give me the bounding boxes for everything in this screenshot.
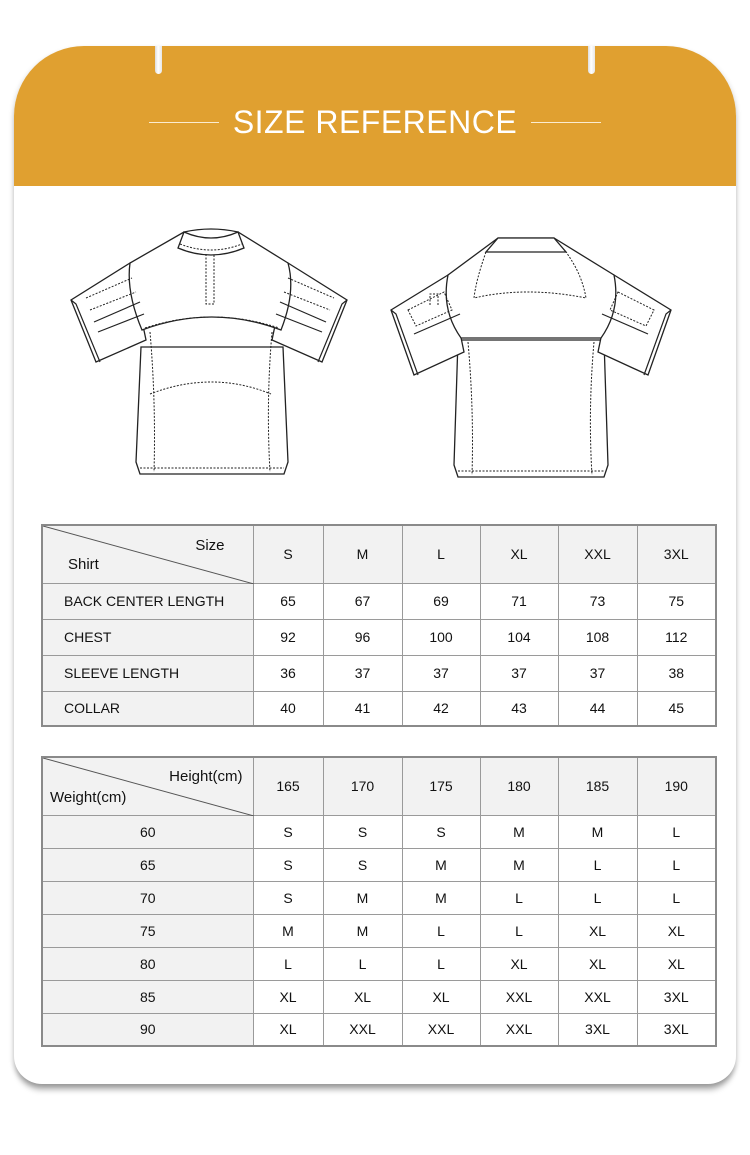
- table-cell: XL: [558, 947, 637, 980]
- table-cell: M: [402, 881, 480, 914]
- table-cell: 96: [323, 619, 402, 655]
- table-cell: 44: [558, 691, 637, 726]
- measurement-label: BACK CENTER LENGTH: [42, 583, 253, 619]
- weight-label: 75: [42, 914, 253, 947]
- table-cell: L: [402, 947, 480, 980]
- table-cell: XL: [480, 947, 558, 980]
- weight-label: 60: [42, 815, 253, 848]
- table-row: [42, 881, 716, 914]
- table-row: [42, 815, 716, 848]
- table-row: [42, 914, 716, 947]
- table-cell: S: [253, 815, 323, 848]
- table-cell: XL: [253, 1013, 323, 1046]
- height-column-header: 190: [637, 757, 716, 815]
- table-cell: L: [637, 881, 716, 914]
- height-axis-label: Height(cm): [169, 768, 243, 785]
- weight-label: 90: [42, 1013, 253, 1046]
- table-cell: XXL: [323, 1013, 402, 1046]
- size-column-header: XL: [480, 525, 558, 583]
- binder-tab-right: [588, 46, 595, 74]
- size-chart-header-row: [42, 525, 716, 583]
- table-cell: 37: [480, 655, 558, 691]
- table-cell: L: [480, 881, 558, 914]
- size-column-header: 3XL: [637, 525, 716, 583]
- size-column-header: M: [323, 525, 402, 583]
- table-cell: 92: [253, 619, 323, 655]
- table-row: [42, 619, 716, 655]
- table-cell: XXL: [480, 1013, 558, 1046]
- binder-tab-left: [155, 46, 162, 74]
- height-column-header: 180: [480, 757, 558, 815]
- table-row: [42, 848, 716, 881]
- table-cell: XL: [558, 914, 637, 947]
- table-row: [42, 691, 716, 726]
- weight-axis-label: Weight(cm): [50, 788, 127, 806]
- table-cell: XL: [253, 980, 323, 1013]
- size-column-header: XXL: [558, 525, 637, 583]
- table-cell: 67: [323, 583, 402, 619]
- table-cell: XL: [402, 980, 480, 1013]
- table-cell: L: [253, 947, 323, 980]
- size-column-header: L: [402, 525, 480, 583]
- size-axis-label: Size: [195, 537, 225, 554]
- table-row: [42, 980, 716, 1013]
- table-cell: M: [253, 914, 323, 947]
- table-cell: 38: [637, 655, 716, 691]
- table-cell: 104: [480, 619, 558, 655]
- size-chart-corner-cell: [42, 525, 253, 583]
- table-cell: L: [637, 815, 716, 848]
- height-column-header: 185: [558, 757, 637, 815]
- table-cell: 69: [402, 583, 480, 619]
- table-cell: L: [558, 881, 637, 914]
- table-cell: 37: [402, 655, 480, 691]
- height-column-header: 165: [253, 757, 323, 815]
- fit-chart-corner-cell: [42, 757, 253, 815]
- table-cell: S: [323, 848, 402, 881]
- table-cell: L: [323, 947, 402, 980]
- table-cell: XL: [637, 914, 716, 947]
- table-cell: L: [480, 914, 558, 947]
- table-cell: L: [637, 848, 716, 881]
- weight-label: 80: [42, 947, 253, 980]
- table-cell: 3XL: [558, 1013, 637, 1046]
- header-banner: [14, 46, 736, 186]
- table-cell: 40: [253, 691, 323, 726]
- table-row: [42, 947, 716, 980]
- table-row: [42, 655, 716, 691]
- table-cell: M: [323, 914, 402, 947]
- weight-label: 85: [42, 980, 253, 1013]
- height-column-header: 170: [323, 757, 402, 815]
- table-cell: S: [253, 848, 323, 881]
- table-cell: XXL: [558, 980, 637, 1013]
- table-cell: 3XL: [637, 980, 716, 1013]
- table-cell: 45: [637, 691, 716, 726]
- table-row: [42, 583, 716, 619]
- table-cell: S: [323, 815, 402, 848]
- shirt-axis-label: Shirt: [68, 555, 99, 573]
- table-cell: 43: [480, 691, 558, 726]
- table-cell: XL: [323, 980, 402, 1013]
- shirt-back-illustration: [386, 230, 676, 485]
- table-cell: 73: [558, 583, 637, 619]
- size-chart-table: [41, 524, 717, 727]
- table-cell: 36: [253, 655, 323, 691]
- table-cell: M: [480, 815, 558, 848]
- table-cell: 65: [253, 583, 323, 619]
- table-cell: S: [402, 815, 480, 848]
- title-rule-left: [149, 122, 219, 123]
- table-cell: 37: [323, 655, 402, 691]
- diagonal-divider: [43, 758, 254, 816]
- table-cell: XXL: [480, 980, 558, 1013]
- table-cell: 41: [323, 691, 402, 726]
- table-cell: 75: [637, 583, 716, 619]
- table-cell: L: [558, 848, 637, 881]
- table-cell: XXL: [402, 1013, 480, 1046]
- table-cell: M: [480, 848, 558, 881]
- weight-label: 70: [42, 881, 253, 914]
- table-row: [42, 1013, 716, 1046]
- size-column-header: S: [253, 525, 323, 583]
- table-cell: M: [558, 815, 637, 848]
- height-column-header: 175: [402, 757, 480, 815]
- table-cell: 108: [558, 619, 637, 655]
- table-cell: 42: [402, 691, 480, 726]
- table-cell: 3XL: [637, 1013, 716, 1046]
- weight-label: 65: [42, 848, 253, 881]
- table-cell: L: [402, 914, 480, 947]
- table-cell: M: [402, 848, 480, 881]
- table-cell: XL: [637, 947, 716, 980]
- fit-chart-header-row: [42, 757, 716, 815]
- title-rule-right: [531, 122, 601, 123]
- shirt-front-illustration: [66, 222, 356, 484]
- table-cell: M: [323, 881, 402, 914]
- measurement-label: COLLAR: [42, 691, 253, 726]
- table-cell: S: [253, 881, 323, 914]
- page-title: SIZE REFERENCE: [232, 104, 518, 140]
- measurement-label: CHEST: [42, 619, 253, 655]
- table-cell: 37: [558, 655, 637, 691]
- measurement-label: SLEEVE LENGTH: [42, 655, 253, 691]
- fit-chart-table: [41, 756, 717, 1047]
- table-cell: 112: [637, 619, 716, 655]
- table-cell: 100: [402, 619, 480, 655]
- table-cell: 71: [480, 583, 558, 619]
